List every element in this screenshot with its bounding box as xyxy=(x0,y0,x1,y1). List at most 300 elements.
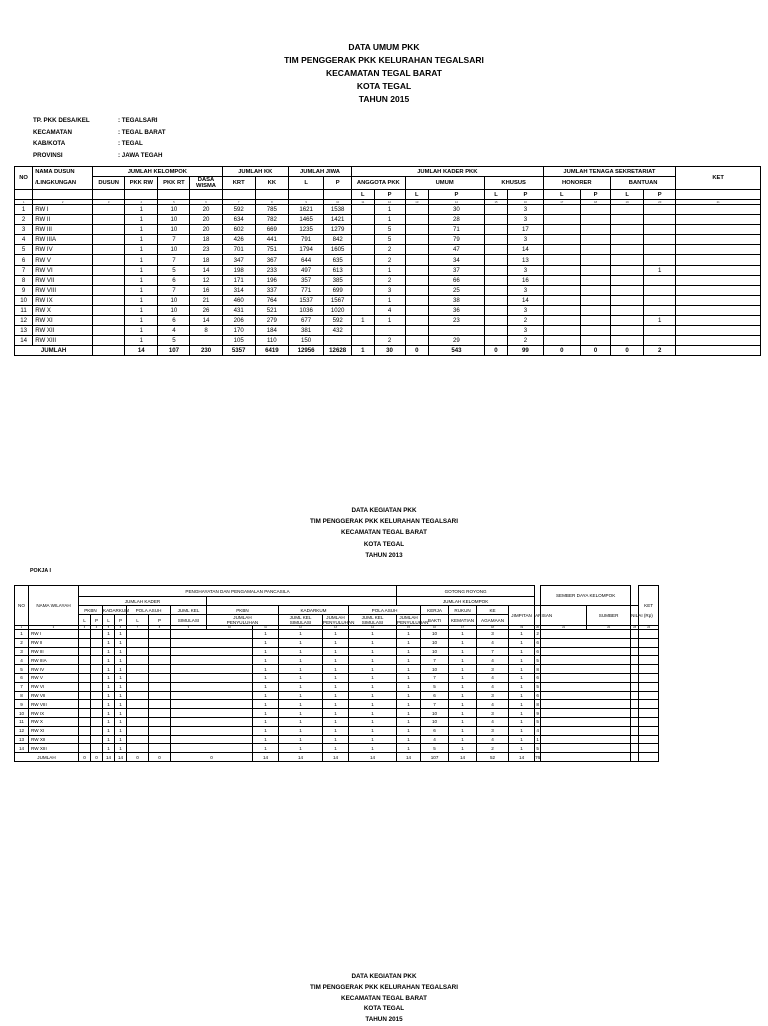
table-cell: 1 xyxy=(509,638,535,647)
wilayah-cell: RW XII xyxy=(33,326,93,336)
table-cell xyxy=(405,305,429,315)
table-row xyxy=(15,735,758,744)
table-cell xyxy=(79,656,91,665)
table-cell: 47 xyxy=(429,245,485,255)
total-cell: 0 xyxy=(79,753,91,762)
table-cell xyxy=(676,205,761,215)
table-cell: 20 xyxy=(190,215,222,225)
table-cell xyxy=(581,245,611,255)
table-cell xyxy=(484,205,508,215)
total-label: JUMLAH xyxy=(15,753,79,762)
table-cell: 1 xyxy=(125,336,158,346)
section3-title-line: TIM PENGGERAK PKK KELURAHAN TEGALSARI xyxy=(310,983,458,991)
table-cell: 1 xyxy=(279,682,323,691)
total-cell: 0 xyxy=(484,346,508,356)
table-cell: 3 xyxy=(508,326,543,336)
table-cell: 14 xyxy=(190,265,222,275)
table-cell xyxy=(676,255,761,265)
table-cell xyxy=(149,709,171,718)
section2-title-line: KOTA TEGAL xyxy=(363,540,405,548)
table-cell xyxy=(631,726,639,735)
table-cell: 1 xyxy=(323,691,349,700)
blank-cell xyxy=(288,190,323,200)
table-cell: 4 xyxy=(477,717,509,726)
table-cell xyxy=(581,316,611,326)
table-cell: 10 xyxy=(15,295,33,305)
total-cell: 0 xyxy=(581,346,611,356)
table-cell: 1 xyxy=(397,630,421,639)
table-cell xyxy=(631,700,639,709)
table-cell: 842 xyxy=(324,235,352,245)
table-cell xyxy=(93,285,125,295)
table-cell xyxy=(429,326,485,336)
table-cell: 1 xyxy=(374,295,405,305)
table-row xyxy=(15,700,758,709)
table-cell: 1 xyxy=(279,717,323,726)
table-cell xyxy=(639,630,659,639)
table-cell: 669 xyxy=(255,225,288,235)
table-cell: 1 xyxy=(279,709,323,718)
table-cell xyxy=(611,326,644,336)
column-number-cell: 4 xyxy=(125,200,158,205)
table-cell xyxy=(352,225,374,235)
table-cell: 1 xyxy=(536,736,539,742)
table-cell xyxy=(676,225,761,235)
column-number-cell: 21 xyxy=(676,200,761,205)
table-cell xyxy=(484,275,508,285)
table-cell: 1 xyxy=(397,656,421,665)
table-cell: 25 xyxy=(429,285,485,295)
table-cell xyxy=(79,665,91,674)
t2-kadarkum-header: KADARKUM xyxy=(103,607,130,613)
t2-simulasi-header xyxy=(349,615,397,626)
table-cell xyxy=(541,709,631,718)
wilayah-cell: RW VII xyxy=(29,691,79,700)
table-cell xyxy=(631,656,639,665)
table-cell xyxy=(581,285,611,295)
table-cell: 233 xyxy=(255,265,288,275)
table-cell xyxy=(541,647,631,656)
table-cell xyxy=(644,275,676,285)
total-cell: 5357 xyxy=(222,346,255,356)
table-cell xyxy=(171,673,253,682)
table-cell xyxy=(644,255,676,265)
info-label: TP. PKK DESA/KEL xyxy=(33,117,90,124)
table-cell xyxy=(127,665,149,674)
table-cell: 1 xyxy=(509,726,535,735)
total-cell xyxy=(631,753,639,762)
table-cell: 1 xyxy=(509,665,535,674)
table-cell: 1 xyxy=(103,638,115,647)
table-cell: 1 xyxy=(349,673,397,682)
table-cell: 18 xyxy=(190,235,222,245)
table-cell: 1 xyxy=(449,656,477,665)
table-cell: 5 xyxy=(536,745,539,751)
table-cell xyxy=(611,265,644,275)
table-cell: 1 xyxy=(115,726,127,735)
table-cell: 2 xyxy=(508,316,543,326)
honorer-l-header: L xyxy=(543,190,580,200)
section2-title-line: DATA KEGIATAN PKK xyxy=(351,507,417,514)
t2-nilai-header: NILAI (Rp) xyxy=(631,606,639,626)
table-cell: 71 xyxy=(429,225,485,235)
column-number-cell: 17 xyxy=(543,200,580,205)
table-cell: 1 xyxy=(374,265,405,275)
table-cell: 3 xyxy=(15,647,29,656)
table-cell: 592 xyxy=(222,205,255,215)
table-cell: 6 xyxy=(15,255,33,265)
column-number-cell: 15 xyxy=(484,200,508,205)
table-cell: 1 xyxy=(15,205,33,215)
honorer-p-header: P xyxy=(581,190,611,200)
table-cell: 10 xyxy=(421,709,449,718)
total-cell: 99 xyxy=(508,346,543,356)
table-cell xyxy=(171,735,253,744)
table-cell xyxy=(676,265,761,275)
table-cell: 1 xyxy=(449,717,477,726)
table-row xyxy=(15,744,758,753)
table-cell: 1 xyxy=(397,647,421,656)
table-cell xyxy=(405,215,429,225)
total-cell xyxy=(639,753,659,762)
table-cell: 337 xyxy=(255,285,288,295)
table-cell: 1036 xyxy=(288,305,323,315)
table-cell xyxy=(484,225,508,235)
table-cell: 1 xyxy=(449,673,477,682)
table-cell: 1 xyxy=(323,726,349,735)
table-cell xyxy=(543,326,580,336)
table-cell xyxy=(611,225,644,235)
table-cell: 10 xyxy=(158,215,190,225)
table-cell: 1 xyxy=(125,205,158,215)
table-cell xyxy=(631,638,639,647)
table-cell: 1 xyxy=(253,647,279,656)
table-cell: 171 xyxy=(222,275,255,285)
table-cell xyxy=(543,305,580,315)
table-cell xyxy=(676,245,761,255)
table-cell: 4 xyxy=(421,735,449,744)
column-number-cell: 24 xyxy=(639,626,659,630)
table-cell xyxy=(639,682,659,691)
blank-cell xyxy=(15,190,33,200)
bantuan-l-header: L xyxy=(611,190,644,200)
table-cell: 150 xyxy=(288,336,323,346)
table-cell xyxy=(127,700,149,709)
table-cell: 602 xyxy=(222,225,255,235)
table-cell: 1 xyxy=(115,700,127,709)
table-cell: 1 xyxy=(279,647,323,656)
table-cell xyxy=(405,336,429,346)
table-cell: 1 xyxy=(323,647,349,656)
sember-daya-header: SEMBER DAYA KELOMPOK xyxy=(541,586,631,606)
table-cell xyxy=(127,709,149,718)
table-cell xyxy=(611,245,644,255)
wilayah-cell: RW VIII xyxy=(29,700,79,709)
jumlah-label: JUMLAH xyxy=(326,615,345,620)
table-cell: 30 xyxy=(429,205,485,215)
table-cell xyxy=(676,235,761,245)
table-cell: 426 xyxy=(222,235,255,245)
table-cell: 6 xyxy=(158,275,190,285)
table-cell: 1 xyxy=(279,673,323,682)
table-cell: 14 xyxy=(508,245,543,255)
table-cell xyxy=(581,305,611,315)
table-cell xyxy=(352,285,374,295)
table-cell xyxy=(93,295,125,305)
table-cell xyxy=(93,215,125,225)
t2-pkbn-header: PKBN xyxy=(79,606,103,615)
table-cell xyxy=(541,735,631,744)
t2-l-header: L xyxy=(103,615,115,626)
column-number-cell: 4 xyxy=(91,626,103,630)
table-cell: 1 xyxy=(349,638,397,647)
table-cell xyxy=(611,336,644,346)
col-krt-header: KRT xyxy=(222,177,255,190)
blank-cell xyxy=(125,190,158,200)
t2-pola-asuh-s-header: POLA ASUH xyxy=(349,606,421,615)
blank-cell xyxy=(190,190,222,200)
table-cell xyxy=(79,638,91,647)
table-cell xyxy=(149,735,171,744)
table-cell: 7 xyxy=(421,656,449,665)
table-cell: 4 xyxy=(158,326,190,336)
table-cell: 521 xyxy=(255,305,288,315)
column-number-cell: 12 xyxy=(374,200,405,205)
t2-l-header: L xyxy=(79,615,91,626)
table-row xyxy=(15,255,761,265)
table-cell: 1 xyxy=(125,225,158,235)
table-cell xyxy=(581,215,611,225)
table-cell xyxy=(541,726,631,735)
table-cell: 1 xyxy=(349,700,397,709)
table-cell xyxy=(405,245,429,255)
column-number-cell: 3 xyxy=(79,626,91,630)
table-cell: 3 xyxy=(15,225,33,235)
wilayah-cell: RW IIIA xyxy=(33,235,93,245)
table-cell: 1 xyxy=(253,726,279,735)
table-cell xyxy=(352,255,374,265)
wilayah-cell: RW I xyxy=(33,205,93,215)
table-cell xyxy=(93,225,125,235)
table-cell: 1 xyxy=(103,709,115,718)
table-cell: 9 xyxy=(15,285,33,295)
column-number-cell: 12 xyxy=(279,626,323,630)
table-cell: 1 xyxy=(125,255,158,265)
table-cell: 8 xyxy=(536,701,539,707)
table-cell: 1 xyxy=(253,638,279,647)
table-cell xyxy=(79,700,91,709)
table-cell: 347 xyxy=(222,255,255,265)
table-cell: 7 xyxy=(158,255,190,265)
table-cell xyxy=(79,735,91,744)
table-cell: 5 xyxy=(158,265,190,275)
t2-sumber-header: SUMBER xyxy=(587,606,631,626)
table-cell xyxy=(171,726,253,735)
table-cell xyxy=(405,255,429,265)
table-cell: 785 xyxy=(255,205,288,215)
table-cell xyxy=(631,647,639,656)
table-cell: 2 xyxy=(15,638,29,647)
table-cell: 432 xyxy=(324,326,352,336)
table-cell xyxy=(631,665,639,674)
total-cell: 14 xyxy=(253,753,279,762)
table-row xyxy=(15,295,761,305)
juml-kel-label: JUML KEL xyxy=(289,615,312,620)
table-cell: 10 xyxy=(421,647,449,656)
section1-title-block xyxy=(0,41,768,106)
table-cell: 10 xyxy=(158,295,190,305)
table-cell xyxy=(91,647,103,656)
table-cell xyxy=(352,265,374,275)
table-cell xyxy=(611,316,644,326)
wilayah-cell: RW IX xyxy=(33,295,93,305)
total-cell: 2 xyxy=(644,346,676,356)
table-cell: 1 xyxy=(397,682,421,691)
table-cell: 2 xyxy=(374,275,405,285)
table-cell: 1 xyxy=(15,630,29,639)
column-number-cell: 2 xyxy=(33,200,93,205)
table-cell: 170 xyxy=(222,326,255,336)
table-cell: 6 xyxy=(536,692,539,698)
table-cell: 36 xyxy=(429,305,485,315)
table-cell: 4 xyxy=(477,673,509,682)
table-cell: 3 xyxy=(508,215,543,225)
blank-cell xyxy=(659,606,758,615)
data-umum-table xyxy=(14,166,761,356)
table-cell: 1 xyxy=(397,726,421,735)
column-number-cell: 22 xyxy=(587,626,631,630)
table-cell: 1 xyxy=(115,673,127,682)
table-cell: 1 xyxy=(644,265,676,275)
table-row xyxy=(15,630,758,639)
table-cell xyxy=(93,245,125,255)
wilayah-cell: RW XI xyxy=(33,316,93,326)
wilayah-cell: RW V xyxy=(29,673,79,682)
table-cell xyxy=(405,275,429,285)
table-cell: 791 xyxy=(288,235,323,245)
table-cell: 1 xyxy=(397,638,421,647)
info-value: : TEGAL BARAT xyxy=(118,128,166,136)
table-cell: 1 xyxy=(279,691,323,700)
table-cell xyxy=(171,691,253,700)
table-cell xyxy=(405,235,429,245)
table-cell xyxy=(405,326,429,336)
table-cell: 5 xyxy=(536,684,539,690)
table-cell: 1 xyxy=(279,700,323,709)
table-cell: 5 xyxy=(158,336,190,346)
table-cell xyxy=(91,656,103,665)
table-cell xyxy=(676,316,761,326)
wilayah-cell: RW X xyxy=(33,305,93,315)
column-number-cell: 18 xyxy=(581,200,611,205)
table-cell xyxy=(639,673,659,682)
table-cell: 1 xyxy=(253,735,279,744)
table-cell xyxy=(543,205,580,215)
table-cell: 1 xyxy=(253,700,279,709)
section3-title-line: DATA KEGIATAN PKK xyxy=(351,973,417,980)
wisma-label: WISMA xyxy=(196,183,216,189)
table-cell: 1 xyxy=(449,735,477,744)
wilayah-cell: RW XI xyxy=(29,726,79,735)
table-cell xyxy=(171,656,253,665)
table-cell: 16 xyxy=(508,275,543,285)
table-cell xyxy=(581,295,611,305)
table-cell: 10 xyxy=(158,205,190,215)
table-cell: 1 xyxy=(115,638,127,647)
table-cell: 1 xyxy=(103,630,115,639)
table-cell: 1 xyxy=(103,717,115,726)
total-cell: 1 xyxy=(352,346,374,356)
table-cell xyxy=(639,700,659,709)
table-cell xyxy=(127,630,149,639)
table-cell xyxy=(676,336,761,346)
table-cell: 1 xyxy=(253,665,279,674)
table-cell: 28 xyxy=(429,215,485,225)
table-cell xyxy=(484,255,508,265)
table-cell: 184 xyxy=(255,326,288,336)
info-label: PROVINSI xyxy=(33,151,63,159)
table-cell xyxy=(127,717,149,726)
table-cell: 14 xyxy=(15,336,33,346)
col-jumlah-kader-header: JUMLAH KADER PKK xyxy=(352,167,544,177)
table-cell xyxy=(171,665,253,674)
table-cell: 1 xyxy=(323,656,349,665)
table-cell xyxy=(405,316,429,326)
table-cell: 1605 xyxy=(324,245,352,255)
t2-col-no-header: NO xyxy=(15,586,29,626)
table-cell: 2 xyxy=(508,336,543,346)
info-row xyxy=(33,115,166,127)
table-cell: 1 xyxy=(115,717,127,726)
table-cell: 1 xyxy=(323,638,349,647)
table-cell: 1 xyxy=(103,691,115,700)
section3-title-line: KOTA TEGAL xyxy=(363,1005,405,1013)
table-cell xyxy=(639,717,659,726)
table-cell: 3 xyxy=(508,265,543,275)
table-cell: 1537 xyxy=(288,295,323,305)
table-cell xyxy=(484,215,508,225)
table-cell xyxy=(79,717,91,726)
table-cell: 1 xyxy=(115,691,127,700)
total-cell: 52 xyxy=(477,753,509,762)
table-cell: 8 xyxy=(536,666,539,672)
column-number-cell: 3 xyxy=(93,200,125,205)
table-cell: 1 xyxy=(323,709,349,718)
jumlah-label: JUMLAH xyxy=(233,615,252,620)
table-cell: 1 xyxy=(509,717,535,726)
col-jiwa-l-header: L xyxy=(288,177,323,190)
table-cell: 592 xyxy=(324,316,352,326)
column-number-cell: 2 xyxy=(29,626,79,630)
column-number-cell: 17 xyxy=(449,626,477,630)
total-cell: 14 xyxy=(349,753,397,762)
table-cell: 1 xyxy=(349,717,397,726)
wilayah-cell: RW XIII xyxy=(29,744,79,753)
table-cell: 13 xyxy=(508,255,543,265)
table-cell xyxy=(405,205,429,215)
table-cell xyxy=(611,275,644,285)
table-cell: 1 xyxy=(449,638,477,647)
table-cell xyxy=(676,305,761,315)
table-cell: 1 xyxy=(449,630,477,639)
table-cell: 198 xyxy=(222,265,255,275)
table-cell xyxy=(127,682,149,691)
table-cell xyxy=(79,630,91,639)
simulasi-label: SIMULASI xyxy=(361,620,384,625)
table-cell: 381 xyxy=(288,326,323,336)
col-jiwa-p-header: P xyxy=(324,177,352,190)
table-cell: 1 xyxy=(103,673,115,682)
